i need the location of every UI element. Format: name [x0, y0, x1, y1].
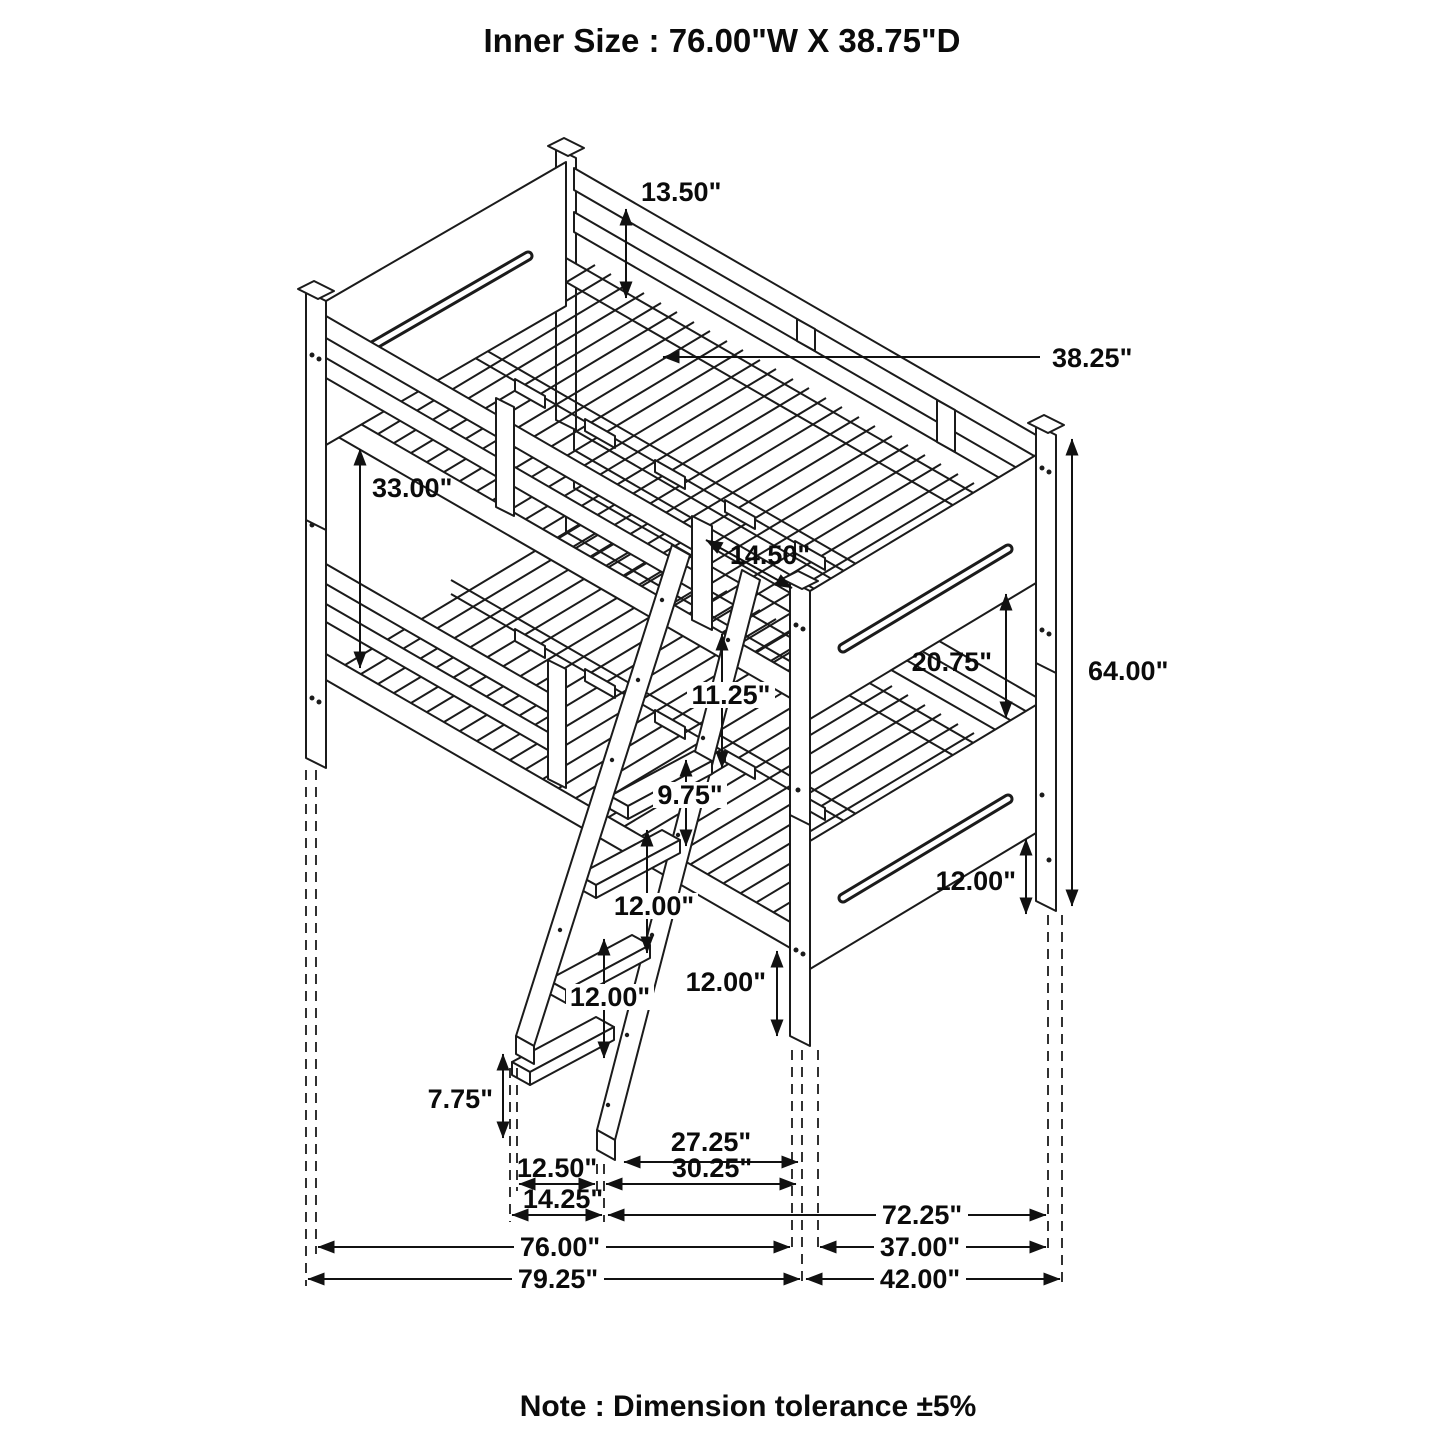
dim-end-inner-depth: [820, 1232, 1046, 1262]
lower-side-rail-post: [548, 660, 566, 788]
dim-label: 76.00": [519, 1232, 601, 1262]
dim-label: 12.00": [935, 866, 1016, 896]
dim-label: 7.75": [427, 1084, 493, 1114]
dim-label: 42.00": [879, 1264, 961, 1294]
dim-label: 30.25": [671, 1153, 753, 1183]
dim-ladder-to-right-end: [608, 1200, 1046, 1230]
dim-ladder-foot-height: [428, 1054, 503, 1138]
dim-label: 12.00": [569, 982, 651, 1012]
tolerance-note: Note : Dimension tolerance ±5%: [519, 1390, 977, 1423]
dim-ladder-outer-width: [512, 1184, 603, 1215]
dim-ladder-foot-width: [517, 1153, 597, 1184]
dim-label: 64.00": [1088, 656, 1169, 686]
dim-inner-width: [318, 1232, 790, 1262]
rear-left-post-cap: [548, 138, 584, 156]
dim-label: 33.00": [372, 473, 453, 503]
dim-label: 12.00": [613, 891, 695, 921]
back-guardrail-connector-2: [937, 400, 955, 452]
dim-overall-width: [308, 1264, 800, 1294]
dim-label: 14.25": [522, 1184, 604, 1214]
dim-label: 72.25": [881, 1200, 963, 1230]
dim-label: 12.50": [516, 1153, 598, 1183]
dim-label: 37.00": [879, 1232, 961, 1262]
dim-label: 12.00": [685, 967, 766, 997]
dim-overall-height: [1072, 439, 1168, 906]
dim-label: 14.50": [729, 540, 811, 570]
dim-label: 20.75": [911, 647, 992, 677]
dim-leg-below-lower-bunk: [686, 951, 777, 1036]
dim-label: 79.25": [517, 1264, 599, 1294]
dim-label: 38.25": [1052, 343, 1133, 373]
dim-overall-depth: [806, 1264, 1060, 1294]
dim-label: 13.50": [641, 177, 722, 207]
page-title: Inner Size : 76.00"W X 38.75"D: [483, 22, 961, 59]
dim-ladder-run: [606, 1153, 796, 1184]
dim-label: 9.75": [657, 780, 723, 810]
dim-label: 27.25": [670, 1127, 752, 1157]
dim-label: 11.25": [691, 680, 771, 710]
